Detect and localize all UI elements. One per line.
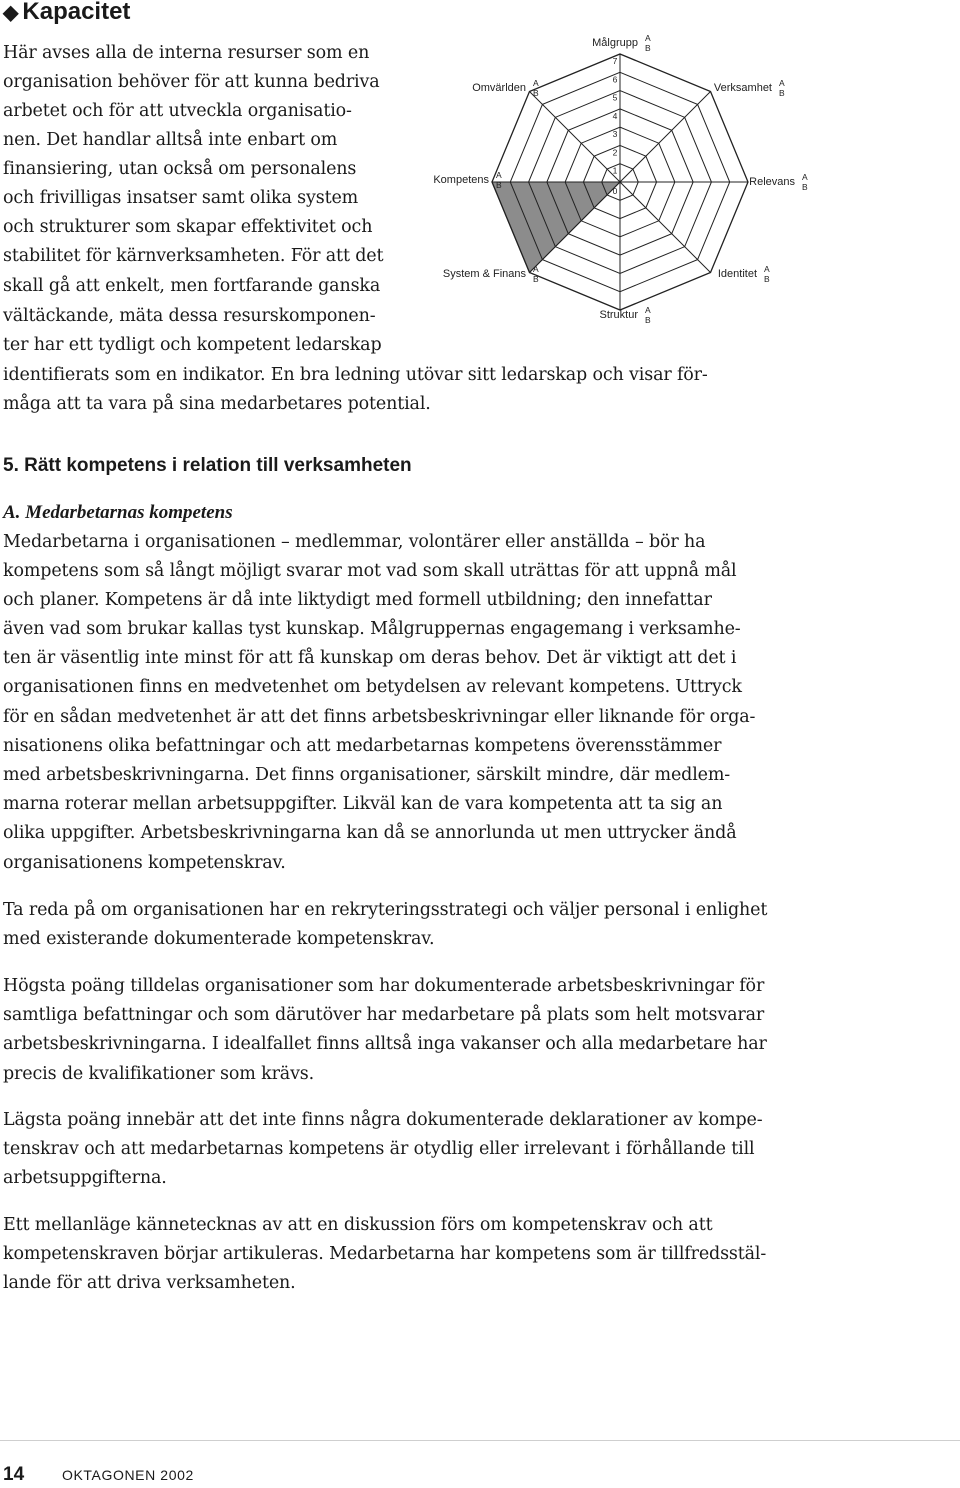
radar-axis-label: Identitet <box>717 268 757 280</box>
radar-spoke <box>620 91 711 182</box>
publication-name: OKTAGONEN 2002 <box>62 1467 194 1483</box>
radar-ab-label: B <box>533 274 539 284</box>
radar-ab-label: B <box>645 43 651 53</box>
radar-ab-label: A <box>533 264 539 274</box>
text-line: finansiering, utan också om personalens <box>3 159 357 179</box>
radar-axis-label: System & Finans <box>442 268 526 280</box>
section-title <box>3 0 130 28</box>
text-line: identifierats som en indikator. En bra ledning utövar sitt ledarskap och visar för- <box>3 365 708 385</box>
text-line: kompetens som så långt möjligt svarar mot vad som skall uträttas för att uppnå mål <box>3 561 737 581</box>
scale-tick-label: 0 <box>612 186 618 196</box>
diamond-icon: ◆ <box>3 2 19 24</box>
radar-ab-label: B <box>496 180 502 190</box>
text-line: även vad som brukar kallas tyst kunskap. Målgruppernas engagemang i verksamhe- <box>3 619 741 639</box>
text-line: precis de kvalifikationer som krävs. <box>3 1064 315 1084</box>
text-line: med existerande dokumenterade kompetenskrav. <box>3 929 435 949</box>
text-line: vältäckande, mäta dessa resurskomponen- <box>3 306 376 326</box>
radar-ab-label: A <box>645 305 651 315</box>
octagon-radar-chart <box>430 28 830 328</box>
scale-tick-label: 1 <box>612 165 618 176</box>
text-line: samtliga befattningar och som därutöver har medarbetare på plats som helt motsvarar <box>3 1005 765 1025</box>
text-line: nen. Det handlar alltså inte enbart om <box>3 130 338 150</box>
radar-axis-label: Relevans <box>749 176 795 188</box>
radar-ab-label: B <box>533 88 539 98</box>
text-line: och planer. Kompetens är då inte liktydigt med formell utbildning; den innefattar <box>3 590 712 610</box>
scale-tick-label: 3 <box>612 129 618 140</box>
radar-ab-label: B <box>779 88 785 98</box>
page-number: 14 <box>3 1464 25 1485</box>
radar-spoke <box>529 91 620 182</box>
text-line: lande för att driva verksamheten. <box>3 1273 296 1293</box>
text-line: ten är väsentlig inte minst för att få kunskap om deras behov. Det är viktigt att det i <box>3 648 737 668</box>
text-line: arbetsuppgifterna. <box>3 1168 167 1188</box>
radar-ab-label: A <box>533 78 539 88</box>
text-line: för en sådan medvetenhet är att det finns arbetsbeskrivningar eller liknande för orga- <box>3 707 756 727</box>
text-line: nisationens olika befattningar och att medarbetarnas kompetens överensstämmer <box>3 736 722 756</box>
text-line: och frivilligas insatser samt olika system <box>3 188 359 208</box>
text-line: olika uppgifter. Arbetsbeskrivningarna kan då se annorlunda ut men uttrycker ändå <box>3 823 737 843</box>
radar-axis-label: Omvärlden <box>472 82 526 94</box>
radar-ab-label: A <box>496 170 502 180</box>
footer-divider <box>0 1440 960 1441</box>
scale-tick-label: 5 <box>612 92 618 103</box>
text-line: marna roterar mellan arbetsuppgifter. Likväl kan de vara kompetenta att ta sig an <box>3 794 723 814</box>
text-line: kompetenskraven börjar artikuleras. Medarbetarna har kompetens som är tillfredsstäl- <box>3 1244 767 1264</box>
text-line: med arbetsbeskrivningarna. Det finns organisationer, särskilt mindre, där medlem- <box>3 765 731 785</box>
radar-axis-label: Kompetens <box>433 174 489 186</box>
text-line: organisationen finns en medvetenhet om betydelsen av relevant kompetens. Uttryck <box>3 677 742 697</box>
radar-ab-label: A <box>802 172 808 182</box>
text-line: stabilitet för kärnverksamheten. För att det <box>3 246 384 266</box>
criterion-subheading: A. Medarbetarnas kompetens <box>3 502 233 523</box>
text-line: Ta reda på om organisationen har en rekryteringsstrategi och väljer personal i enlighet <box>3 900 768 920</box>
scale-tick-label: 7 <box>612 56 618 66</box>
radar-ab-label: B <box>802 182 808 192</box>
text-line: Högsta poäng tilldelas organisationer som har dokumenterade arbetsbeskrivningar för <box>3 976 765 996</box>
criterion-heading: 5. Rätt kompetens i relation till verksamheten <box>3 455 412 476</box>
radar-ab-label: B <box>645 315 651 325</box>
text-line: ter har ett tydligt och kompetent ledarskap <box>3 335 382 355</box>
text-line: skall gå att enkelt, men fortfarande ganska <box>3 276 381 296</box>
radar-spoke <box>620 182 711 273</box>
radar-axis-label: Verksamhet <box>713 82 772 94</box>
radar-axis-label: Struktur <box>599 309 638 321</box>
radar-ab-label: B <box>764 274 770 284</box>
scale-tick-label: 2 <box>612 147 618 158</box>
text-line: Lägsta poäng innebär att det inte finns några dokumenterade deklarationer av kompe- <box>3 1110 763 1130</box>
radar-ab-label: A <box>645 33 651 43</box>
radar-axis-label: Målgrupp <box>592 37 638 49</box>
text-line: organisation behöver för att kunna bedriva <box>3 72 380 92</box>
scale-tick-label: 6 <box>612 74 618 85</box>
radar-ab-label: A <box>764 264 770 274</box>
text-line: Här avses alla de interna resurser som en <box>3 43 370 63</box>
text-line: tenskrav och att medarbetarnas kompetens är otydlig eller irrelevant i förhållande till <box>3 1139 755 1159</box>
text-line: Medarbetarna i organisationen – medlemmar, volontärer eller anställda – bör ha <box>3 532 706 552</box>
section-title-text: Kapacitet <box>22 0 131 25</box>
text-line: arbetet och för att utveckla organisatio- <box>3 101 352 121</box>
radar-ab-label: A <box>779 78 785 88</box>
text-line: och strukturer som skapar effektivitet och <box>3 217 373 237</box>
text-line: Ett mellanläge kännetecknas av att en diskussion förs om kompetenskrav och att <box>3 1215 713 1235</box>
text-line: arbetsbeskrivningarna. I idealfallet finns alltså inga vakanser och alla medarbetare har <box>3 1034 767 1054</box>
text-line: måga att ta vara på sina medarbetares potential. <box>3 394 431 414</box>
scale-tick-label: 4 <box>612 110 618 121</box>
text-line: organisationens kompetenskrav. <box>3 853 286 873</box>
